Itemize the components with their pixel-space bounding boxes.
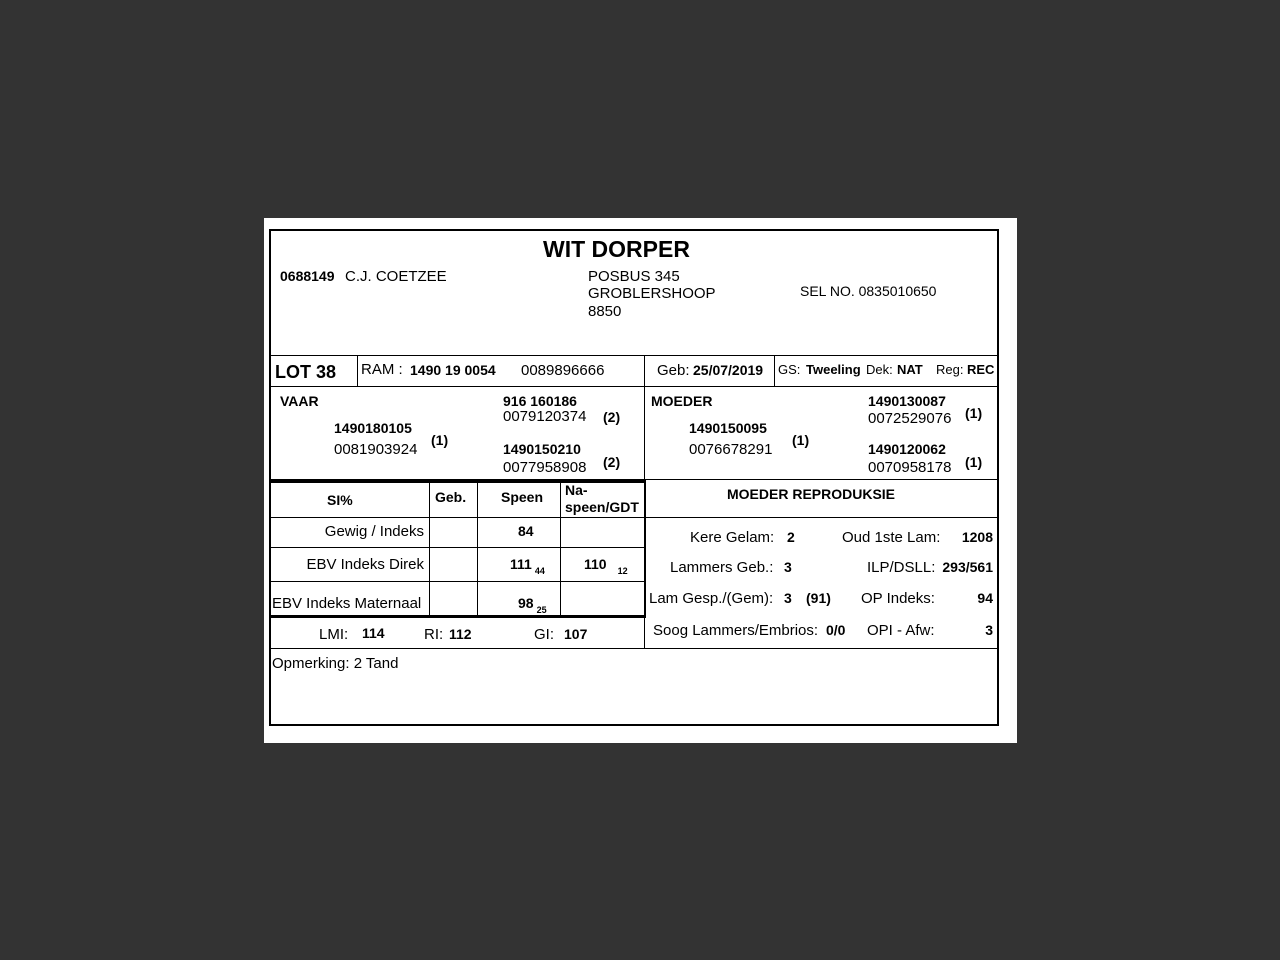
speen-cell: [510, 556, 545, 580]
reproduction-heading: MOEDER REPRODUKSIE: [727, 486, 896, 502]
ram-number: 0089896666: [521, 362, 605, 379]
gi-value: 107: [564, 626, 588, 642]
divider: [429, 483, 430, 615]
na-speen-value: 110: [584, 556, 607, 572]
vaar-id: 1490180105: [334, 420, 412, 436]
speen-header: Speen: [501, 489, 544, 505]
ri-label: RI:: [424, 626, 444, 643]
vaar-label: VAAR: [280, 393, 319, 409]
moeder-id: 1490150095: [689, 420, 767, 436]
dek-label: Dek:: [866, 362, 893, 377]
moeder-count: (1): [792, 432, 810, 448]
divider: [271, 386, 998, 387]
op-indeks-label: OP Indeks:: [861, 590, 935, 607]
gi-label: GI:: [534, 626, 555, 643]
moeder-label: MOEDER: [651, 393, 713, 409]
reg-value: REC: [967, 362, 995, 377]
row-label: EBV Indeks Maternaal: [272, 595, 422, 612]
speen-value: 84: [518, 523, 534, 539]
moeder-sire-number: 0072529076: [868, 410, 952, 427]
reg-label: Reg:: [936, 362, 964, 377]
kere-gelam-value: 2: [787, 529, 795, 545]
lam-gesp-value: 3: [784, 590, 792, 606]
si-table-border: [271, 615, 646, 618]
row-label: EBV Indeks Direk: [306, 556, 424, 573]
ilp-dsll-label: ILP/DSLL:: [867, 559, 936, 576]
opi-afw-value: 3: [985, 622, 993, 638]
na-speen-cell: [584, 556, 628, 580]
speen-value: 98: [518, 595, 534, 611]
divider: [271, 547, 645, 548]
gs-label: GS:: [778, 362, 801, 377]
lmi-value: 114: [362, 625, 385, 641]
divider: [271, 648, 998, 649]
lam-gem-value: (91): [806, 590, 831, 606]
remark: Opmerking: 2 Tand: [272, 655, 399, 672]
soog-label: Soog Lammers/Embrios:: [653, 622, 819, 639]
speen-subscript: 44: [534, 566, 545, 576]
lammers-geb-value: 3: [784, 559, 792, 575]
divider: [560, 483, 561, 615]
vaar-dam-number: 0077958908: [503, 459, 587, 476]
page-title: WIT DORPER: [543, 236, 690, 262]
lam-gesp-label: Lam Gesp./(Gem):: [649, 590, 774, 607]
speen-cell: [518, 595, 547, 619]
sel-no: SEL NO. 0835010650: [800, 283, 937, 299]
gs-value: Tweeling: [806, 362, 861, 377]
na-speen-subscript: 12: [617, 566, 628, 576]
op-indeks-value: 94: [977, 590, 993, 606]
na-speen-header-line2: speen/GDT: [565, 499, 639, 515]
birth-date-label: Geb:: [657, 362, 690, 379]
opi-afw-label: OPI - Afw:: [867, 622, 935, 639]
lot-number: LOT 38: [275, 362, 337, 382]
vaar-number: 0081903924: [334, 441, 418, 458]
lammers-geb-label: Lammers Geb.:: [670, 559, 774, 576]
si-header: SI%: [327, 492, 353, 508]
moeder-dam-id: 1490120062: [868, 441, 946, 457]
address-line-1: POSBUS 345: [588, 268, 680, 285]
vaar-dam-id: 1490150210: [503, 441, 581, 457]
divider: [357, 355, 358, 386]
divider: [774, 355, 775, 386]
divider: [477, 483, 478, 615]
ram-id: 1490 19 0054: [410, 362, 496, 378]
owner-code: 0688149: [280, 268, 335, 284]
oud-1ste-lam-label: Oud 1ste Lam:: [842, 529, 941, 546]
address-line-3: 8850: [588, 303, 622, 320]
divider: [646, 517, 998, 518]
si-table-border: [271, 480, 646, 483]
geb-header: Geb.: [435, 489, 467, 505]
moeder-sire-count: (1): [965, 405, 983, 421]
address-line-2: GROBLERSHOOP: [588, 285, 716, 302]
row-label: Gewig / Indeks: [324, 523, 424, 540]
na-speen-header-line1: Na-: [565, 482, 588, 498]
vaar-count: (1): [431, 432, 449, 448]
oud-1ste-lam-value: 1208: [961, 529, 993, 545]
lmi-label: LMI:: [319, 626, 349, 643]
moeder-number: 0076678291: [689, 441, 773, 458]
vaar-sire-number: 0079120374: [503, 408, 587, 425]
birth-date: 25/07/2019: [693, 362, 764, 378]
speen-value: 111: [510, 556, 532, 572]
vaar-sire-id: 916 160186: [503, 393, 577, 409]
dek-value: NAT: [897, 362, 923, 377]
si-table-border: [644, 480, 646, 618]
vaar-sire-count: (2): [603, 409, 621, 425]
soog-value: 0/0: [826, 622, 846, 638]
vaar-dam-count: (2): [603, 454, 621, 470]
moeder-dam-number: 0070958178: [868, 459, 952, 476]
owner-name: C.J. COETZEE: [345, 268, 447, 285]
ilp-dsll-value: 293/561: [942, 559, 993, 575]
divider: [271, 517, 645, 518]
divider: [271, 581, 645, 582]
ri-value: 112: [449, 626, 472, 642]
moeder-sire-id: 1490130087: [868, 393, 946, 409]
ram-label: RAM :: [361, 361, 403, 378]
kere-gelam-label: Kere Gelam:: [690, 529, 775, 546]
divider: [271, 355, 998, 356]
speen-subscript: 25: [536, 605, 547, 615]
sale-card: [269, 229, 999, 726]
moeder-dam-count: (1): [965, 454, 983, 470]
